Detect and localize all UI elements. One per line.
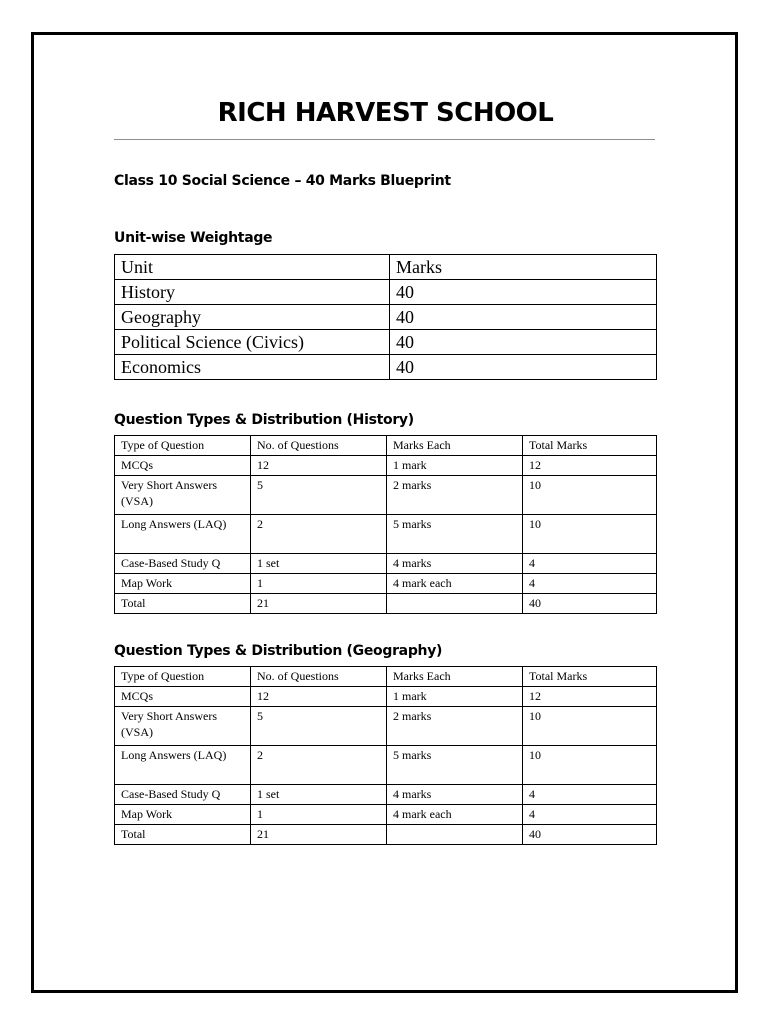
table-header-row — [115, 436, 657, 456]
table-cell: 21 — [251, 594, 387, 614]
table-cell: Economics — [115, 355, 390, 380]
table-cell: Long Answers (LAQ) — [115, 746, 251, 785]
table-row — [115, 707, 657, 746]
table-header-cell: No. of Questions — [251, 436, 387, 456]
table-row — [115, 574, 657, 594]
table-cell: 2 — [251, 515, 387, 554]
table-cell: History — [115, 280, 390, 305]
table-cell: 4 marks — [387, 785, 523, 805]
geography-distribution-heading: Question Types & Distribution (Geography) — [114, 643, 443, 659]
title-rule — [114, 139, 655, 140]
table-header-row — [115, 667, 657, 687]
table-cell: Map Work — [115, 574, 251, 594]
table-header-cell: Marks Each — [387, 667, 523, 687]
table-row — [115, 554, 657, 574]
table-cell: 21 — [251, 825, 387, 845]
table-row — [115, 687, 657, 707]
table-row — [115, 746, 657, 785]
table-header-cell: Total Marks — [523, 436, 657, 456]
table-cell: Total — [115, 594, 251, 614]
table-cell: 12 — [251, 456, 387, 476]
table-cell: Map Work — [115, 805, 251, 825]
table-cell: 4 mark each — [387, 574, 523, 594]
table-cell: Political Science (Civics) — [115, 330, 390, 355]
table-cell: 40 — [390, 305, 657, 330]
table-row — [115, 825, 657, 845]
table-cell: 4 — [523, 554, 657, 574]
blueprint-subtitle: Class 10 Social Science – 40 Marks Blueprint — [114, 173, 451, 189]
table-row — [115, 785, 657, 805]
table-cell — [387, 825, 523, 845]
history-distribution-table — [114, 435, 657, 614]
table-row — [115, 305, 657, 330]
table-header-cell: Marks — [390, 255, 657, 280]
table-cell: MCQs — [115, 456, 251, 476]
table-cell: 1 mark — [387, 456, 523, 476]
table-cell: 10 — [523, 476, 657, 515]
table-header-cell: Unit — [115, 255, 390, 280]
table-cell: Long Answers (LAQ) — [115, 515, 251, 554]
unit-weightage-table — [114, 254, 657, 380]
table-cell: 1 set — [251, 785, 387, 805]
table-cell: MCQs — [115, 687, 251, 707]
table-cell: 40 — [390, 355, 657, 380]
table-row — [115, 330, 657, 355]
table-header-row — [115, 255, 657, 280]
table-row — [115, 805, 657, 825]
table-cell — [387, 594, 523, 614]
table-cell: 2 — [251, 746, 387, 785]
table-cell: 12 — [251, 687, 387, 707]
geography-distribution-table — [114, 666, 657, 845]
table-cell: 4 — [523, 805, 657, 825]
table-row — [115, 594, 657, 614]
table-cell: 40 — [390, 330, 657, 355]
table-row — [115, 355, 657, 380]
table-cell: 5 — [251, 707, 387, 746]
table-cell: 1 — [251, 574, 387, 594]
table-header-cell: Total Marks — [523, 667, 657, 687]
table-cell: 40 — [390, 280, 657, 305]
table-cell: Very Short Answers (VSA) — [115, 476, 251, 515]
table-cell: 12 — [523, 687, 657, 707]
table-cell: 40 — [523, 594, 657, 614]
table-cell: 12 — [523, 456, 657, 476]
table-cell: 4 mark each — [387, 805, 523, 825]
table-cell: Geography — [115, 305, 390, 330]
table-cell: 10 — [523, 707, 657, 746]
table-cell: 1 set — [251, 554, 387, 574]
school-title: RICH HARVEST SCHOOL — [217, 98, 554, 128]
table-cell: 1 — [251, 805, 387, 825]
table-cell: 4 marks — [387, 554, 523, 574]
table-cell: Case-Based Study Q — [115, 785, 251, 805]
table-cell: 5 marks — [387, 515, 523, 554]
table-header-cell: Type of Question — [115, 667, 251, 687]
table-cell: 40 — [523, 825, 657, 845]
table-cell: 4 — [523, 785, 657, 805]
history-distribution-heading: Question Types & Distribution (History) — [114, 412, 414, 428]
table-row — [115, 280, 657, 305]
table-row — [115, 456, 657, 476]
table-cell: 2 marks — [387, 476, 523, 515]
unit-weightage-heading: Unit-wise Weightage — [114, 230, 273, 246]
table-header-cell: No. of Questions — [251, 667, 387, 687]
table-cell: 1 mark — [387, 687, 523, 707]
table-cell: 2 marks — [387, 707, 523, 746]
table-cell: 5 marks — [387, 746, 523, 785]
table-header-cell: Type of Question — [115, 436, 251, 456]
table-cell: 4 — [523, 574, 657, 594]
table-row — [115, 476, 657, 515]
table-header-cell: Marks Each — [387, 436, 523, 456]
table-cell: Total — [115, 825, 251, 845]
table-cell: Case-Based Study Q — [115, 554, 251, 574]
table-cell: 10 — [523, 746, 657, 785]
table-cell: Very Short Answers (VSA) — [115, 707, 251, 746]
table-cell: 10 — [523, 515, 657, 554]
table-row — [115, 515, 657, 554]
table-cell: 5 — [251, 476, 387, 515]
